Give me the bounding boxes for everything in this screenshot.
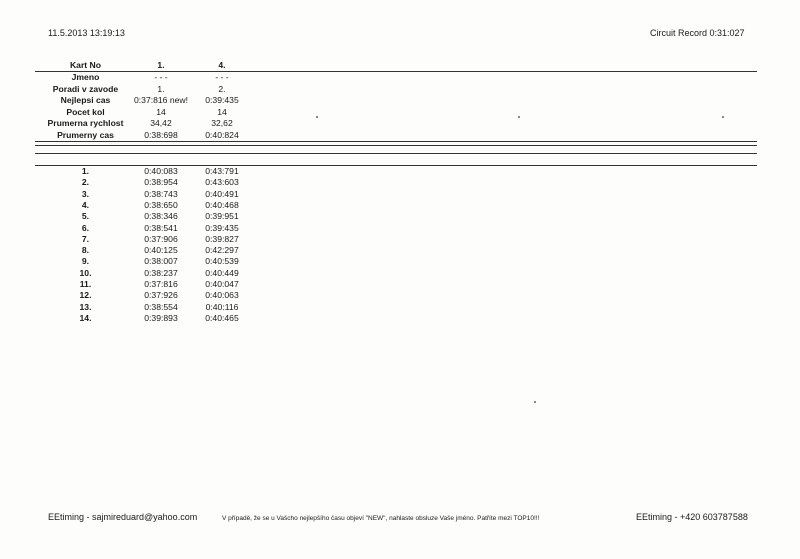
lap-row bbox=[38, 200, 738, 211]
lap-number: 13. bbox=[79, 301, 92, 312]
lap-time-kart-1: 0:38:954 bbox=[144, 177, 178, 188]
lap-number: 2. bbox=[81, 177, 90, 188]
summary-value-kart-1: 0:37:816 new! bbox=[134, 95, 188, 106]
summary-value-kart-4: 14 bbox=[217, 106, 227, 117]
lap-number: 10. bbox=[79, 267, 92, 278]
lap-row bbox=[38, 256, 738, 267]
lap-time-kart-1: 0:38:743 bbox=[144, 188, 178, 199]
lap-time-kart-4: 0:40:063 bbox=[205, 290, 239, 301]
summary-row bbox=[38, 84, 738, 95]
summary-value-kart-4: 0:40:824 bbox=[205, 130, 239, 140]
circuit-record: Circuit Record 0:31:027 bbox=[650, 28, 745, 38]
summary-value-kart-4: 0:39:435 bbox=[205, 95, 239, 106]
lap-number: 14. bbox=[79, 312, 92, 323]
lap-row bbox=[38, 313, 738, 324]
summary-row-label: Poradi v zavode bbox=[52, 83, 119, 94]
summary-value-kart-1: 0:38:698 bbox=[144, 130, 178, 140]
lap-time-kart-1: 0:39:893 bbox=[144, 312, 178, 323]
lap-row bbox=[38, 177, 738, 188]
lap-time-kart-1: 0:40:125 bbox=[144, 245, 178, 256]
lap-time-kart-4: 0:40:047 bbox=[205, 279, 239, 289]
lap-number: 6. bbox=[81, 222, 90, 233]
summary-row bbox=[38, 130, 738, 141]
summary-value-kart-4: - - - bbox=[215, 72, 229, 82]
lap-number: 7. bbox=[81, 233, 90, 244]
lap-time-kart-4: 0:39:435 bbox=[205, 222, 239, 233]
lap-number: 11. bbox=[79, 279, 92, 289]
summary-value-kart-1: 1. bbox=[157, 83, 165, 94]
summary-row-label: Jmeno bbox=[71, 72, 100, 82]
lap-time-kart-4: 0:43:603 bbox=[205, 177, 239, 188]
lap-number: 5. bbox=[81, 211, 90, 222]
lap-row bbox=[38, 302, 738, 313]
summary-row bbox=[38, 95, 738, 106]
column-header-kart-1: 1. bbox=[157, 60, 165, 70]
summary-row-label: Prumerny cas bbox=[57, 130, 114, 140]
lap-row bbox=[38, 245, 738, 256]
lap-time-kart-1: 0:40:083 bbox=[144, 166, 178, 176]
lap-time-kart-1: 0:38:554 bbox=[144, 301, 178, 312]
lap-time-kart-4: 0:40:449 bbox=[205, 267, 239, 278]
summary-row-label: Nejlepsi cas bbox=[60, 95, 111, 106]
column-header-kart-4: 4. bbox=[218, 60, 226, 70]
scan-speck bbox=[722, 116, 724, 118]
lap-number: 8. bbox=[81, 245, 90, 256]
summary-value-kart-1: 34,42 bbox=[150, 118, 172, 129]
lap-time-kart-4: 0:43:791 bbox=[205, 166, 239, 176]
summary-value-kart-4: 32,62 bbox=[211, 118, 233, 129]
lap-time-kart-1: 0:38:346 bbox=[144, 211, 178, 222]
lap-row bbox=[38, 290, 738, 301]
summary-bottom-divider-double bbox=[35, 145, 757, 146]
summary-value-kart-1: 14 bbox=[156, 106, 166, 117]
lap-time-kart-1: 0:37:906 bbox=[144, 233, 178, 244]
lap-time-kart-4: 0:39:951 bbox=[205, 211, 239, 222]
summary-value-kart-4: 2. bbox=[218, 83, 226, 94]
lap-time-kart-4: 0:40:491 bbox=[205, 188, 239, 199]
lap-top-divider bbox=[35, 153, 757, 154]
summary-row-label: Pocet kol bbox=[66, 106, 105, 117]
lap-time-kart-1: 0:38:237 bbox=[144, 267, 178, 278]
footer-email: EEtiming - sajmireduard@yahoo.com bbox=[48, 512, 198, 522]
lap-row bbox=[38, 223, 738, 234]
footer-notice: V případě, že se u Vašcho nejlepšího času objeví "NEW", nahlaste obsluze Vaše jméno. Patříte mezi TOP10!!! bbox=[222, 515, 540, 522]
lap-time-kart-4: 0:40:116 bbox=[205, 301, 239, 312]
lap-number: 1. bbox=[81, 166, 90, 176]
footer-phone: EEtiming - +420 603787588 bbox=[636, 512, 748, 522]
lap-number: 3. bbox=[81, 188, 90, 199]
summary-row bbox=[38, 72, 738, 83]
summary-row bbox=[38, 118, 738, 129]
lap-time-kart-1: 0:38:650 bbox=[144, 199, 178, 210]
lap-row bbox=[38, 189, 738, 200]
print-datetime: 11.5.2013 13:19:13 bbox=[48, 28, 125, 38]
summary-value-kart-1: - - - bbox=[154, 72, 168, 82]
scan-speck bbox=[534, 401, 536, 403]
lap-time-kart-1: 0:38:007 bbox=[144, 256, 178, 267]
lap-time-kart-4: 0:40:539 bbox=[205, 256, 239, 267]
summary-row bbox=[38, 107, 738, 118]
lap-row bbox=[38, 268, 738, 279]
lap-time-kart-1: 0:37:926 bbox=[144, 290, 178, 301]
lap-number: 4. bbox=[81, 199, 90, 210]
lap-row bbox=[38, 211, 738, 222]
lap-time-kart-4: 0:39:827 bbox=[205, 233, 239, 244]
summary-header-row bbox=[38, 60, 738, 71]
lap-time-kart-4: 0:40:468 bbox=[205, 199, 239, 210]
lap-row bbox=[38, 234, 738, 245]
summary-row-label: Prumerna rychlost bbox=[47, 118, 124, 129]
scan-speck bbox=[518, 116, 520, 118]
lap-row bbox=[38, 166, 738, 177]
lap-number: 9. bbox=[81, 256, 90, 267]
summary-bottom-divider bbox=[35, 141, 757, 142]
lap-row bbox=[38, 279, 738, 290]
lap-time-kart-4: 0:40:465 bbox=[205, 312, 239, 323]
lap-time-kart-1: 0:37:816 bbox=[144, 279, 178, 289]
column-header-kart-no: Kart No bbox=[69, 60, 102, 70]
scan-speck bbox=[316, 116, 318, 118]
lap-time-kart-4: 0:42:297 bbox=[205, 245, 239, 256]
lap-time-kart-1: 0:38:541 bbox=[144, 222, 178, 233]
lap-number: 12. bbox=[79, 290, 92, 301]
